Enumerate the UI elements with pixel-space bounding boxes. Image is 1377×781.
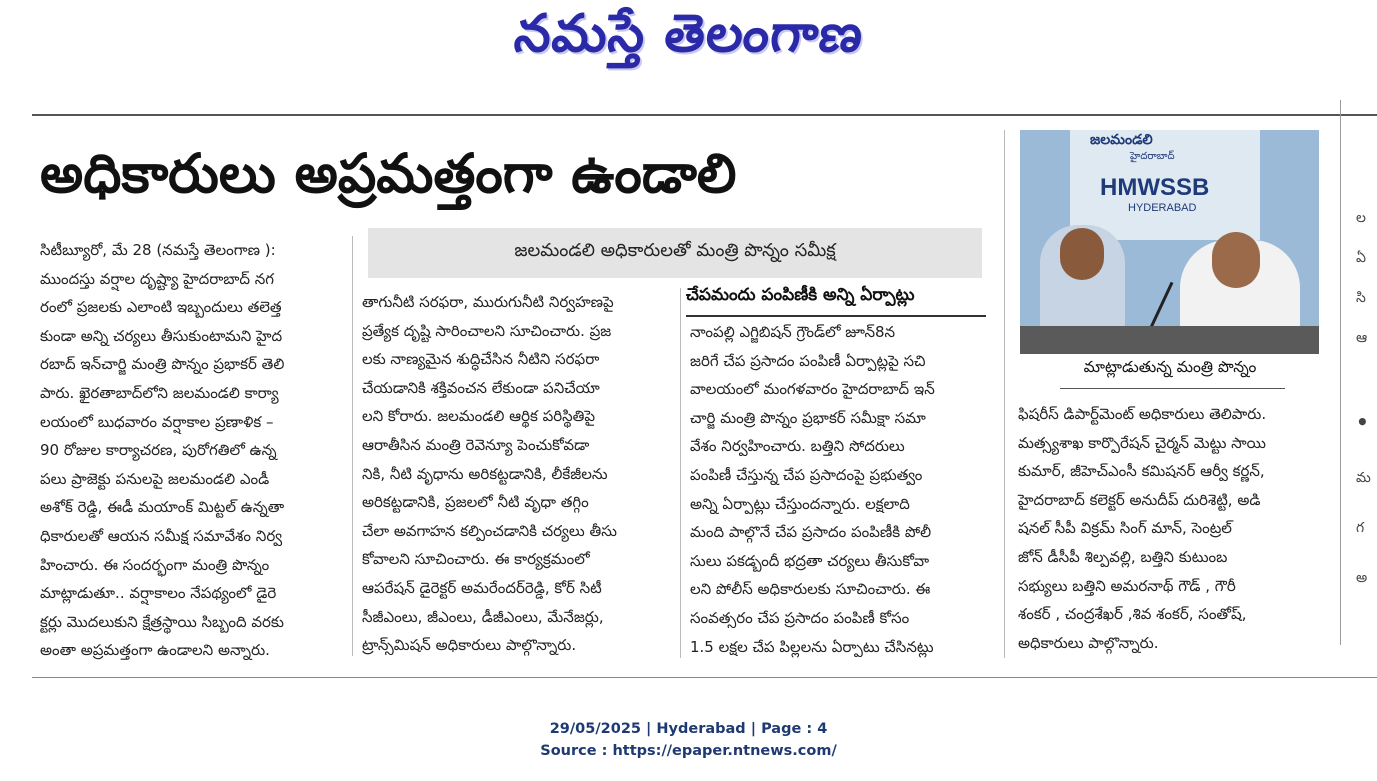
banner-org-text: HMWSSB xyxy=(1100,174,1210,201)
text-line: హైదరాబాద్ కలెక్టర్ అనుదీప్ దురిశెట్టి, అడి xyxy=(1018,490,1261,509)
text-line: సభ్యులు బత్తిని అమరనాథ్ గౌడ్ , గౌరీ xyxy=(1018,576,1236,595)
caption-rule xyxy=(1060,388,1285,389)
banner-sub-text: హైదరాబాద్ xyxy=(1130,151,1175,162)
text-line: చార్జి మంత్రి పొన్నం ప్రభాకర్ సమీక్షా సమా xyxy=(690,408,926,427)
text-line: నికి, నీటి వృధాను అరికట్టడానికి, లీకేజీలను xyxy=(362,464,608,483)
text-line: మంది పాల్గొనే చేప ప్రసాదం పంపిణీకి పోలీ xyxy=(690,523,932,542)
text-line: అధికారులు పాల్గొన్నారు. xyxy=(1018,633,1159,652)
sidehead: చేపమందు పంపిణీకి అన్ని ఏర్పాట్లు xyxy=(686,285,915,305)
edge-glyph: • xyxy=(1356,410,1369,434)
top-rule xyxy=(32,114,1377,116)
text-line: పారు. ఖైరతాబాద్‌లోని జలమండలి కార్యా xyxy=(40,383,279,402)
text-line: మాట్లాడుతూ.. వర్షాకాలం నేపథ్యంలో డైరె xyxy=(40,584,277,603)
text-line: 1.5 లక్షల చేప పిల్లలను ఏర్పాటు చేసినట్లు xyxy=(690,637,934,656)
headline: అధికారులు అప్రమత్తంగా ఉండాలి xyxy=(40,142,737,205)
text-line: అంతా అప్రమత్తంగా ఉండాలని అన్నారు. xyxy=(40,641,270,660)
text-line: సులు పకడ్బందీ భద్రతా చర్యలు తీసుకోవా xyxy=(690,551,930,570)
text-line: హించారు. ఈ సందర్భంగా మంత్రి పొన్నం xyxy=(40,555,270,574)
text-line: కోవాలని సూచించారు. ఈ కార్యక్రమంలో xyxy=(362,550,590,569)
column-divider xyxy=(352,236,353,656)
text-line: చేయడానికి శక్తివంచన లేకుండా పనిచేయా xyxy=(362,378,600,397)
column-divider xyxy=(1004,130,1005,658)
masthead xyxy=(0,0,1377,80)
edge-glyph: గ xyxy=(1356,520,1365,536)
person-left-head xyxy=(1060,228,1104,280)
dateline: సిటీబ్యూరో, మే 28 (నమస్తే తెలంగాణ ): xyxy=(40,241,276,259)
subheadline: జలమండలి అధికారులతో మంత్రి పొన్నం సమీక్ష xyxy=(514,240,836,261)
edge-glyph: ఏ xyxy=(1356,250,1366,266)
text-line: సీజీఎంలు, జీఎంలు, డీజీఎంలు, మేనేజర్లు, xyxy=(362,607,604,626)
person-right-head xyxy=(1212,232,1260,288)
column-divider xyxy=(680,288,681,658)
footer-date-line: 29/05/2025 | Hyderabad | Page : 4 xyxy=(549,721,828,737)
text-line: ప్రత్యేక దృష్టి సారించాలని సూచించారు. ప్రజ xyxy=(362,321,612,340)
text-line: లయంలో బుధవారం వర్షాకాల ప్రణాళిక – xyxy=(40,412,274,431)
article-column-1 xyxy=(40,236,340,665)
news-photo xyxy=(1020,130,1319,354)
text-line: ముందస్తు వర్షాల దృష్ట్యా హైదరాబాద్ నగ xyxy=(40,269,275,288)
text-line: శంకర్ , చంద్రశేఖర్ ,శివ శంకర్, సంతోష్, xyxy=(1018,605,1247,624)
text-line: ట్రాన్స్‌మిషన్ అధికారులు పాల్గొన్నారు. xyxy=(362,636,577,655)
text-line: చేలా అవగాహన కల్పించడానికి చర్యలు తీసు xyxy=(362,521,617,540)
text-line: వేశం నిర్వహించారు. బత్తిని సోదరులు xyxy=(690,437,905,456)
text-line: జోన్ డీసీపీ శిల్పవల్లి, బత్తిని కుటుంబ xyxy=(1018,547,1228,566)
text-line: 90 రోజుల కార్యాచరణ, పురోగతిలో ఉన్న xyxy=(40,441,277,460)
text-line: మత్స్యశాఖ కార్పొరేషన్ చైర్మన్ మెట్టు సాయి xyxy=(1018,433,1266,452)
adjacent-page-edge xyxy=(1340,100,1377,645)
text-line: సంవత్సరం చేప ప్రసాదం పంపిణీ కోసం xyxy=(690,608,910,627)
table xyxy=(1020,326,1319,354)
text-line: ఆపరేషన్ డైరెక్టర్ అమరేందర్‌రెడ్డి, కోర్ సిటీ xyxy=(362,578,602,597)
article-column-3 xyxy=(690,318,990,661)
text-line: రబాద్ ఇన్‌చార్జి మంత్రి పొన్నం ప్రభాకర్ తెలి xyxy=(40,355,285,374)
article-column-2 xyxy=(362,288,674,660)
text-line: క్టర్లు మొదలుకుని క్షేత్రస్థాయి సిబ్బంది వరకు xyxy=(40,612,284,631)
text-line: వాలయంలో మంగళవారం హైదరాబాద్ ఇన్ xyxy=(690,380,935,399)
edge-glyph: మ xyxy=(1356,470,1371,486)
text-line: లని కోరారు. జలమండలి ఆర్థిక పరిస్థితిపై xyxy=(362,407,596,426)
text-line: అరికట్టడానికి, ప్రజలలో నీటి వృధా తగ్గిం xyxy=(362,493,589,512)
sidehead-underline xyxy=(686,315,986,317)
footer-source-line: Source : https://epaper.ntnews.com/ xyxy=(540,743,837,759)
article-column-4 xyxy=(1018,400,1320,657)
text-line: లని పోలీస్ అధికారులకు సూచించారు. ఈ xyxy=(690,580,931,599)
text-line: ఫిషరీస్ డిపార్ట్‌మెంట్ అధికారులు తెలిపారు. xyxy=(1018,405,1267,423)
text-line: నాంపల్లి ఎగ్జిబిషన్ గ్రౌండ్‌లో జూన్8న xyxy=(690,323,896,341)
edge-glyph: ల xyxy=(1356,210,1366,226)
edge-glyph: అ xyxy=(1356,570,1368,586)
edge-glyph: సి xyxy=(1356,290,1366,306)
newspaper-logo: నమస్తే తెలంగాణ xyxy=(511,4,867,64)
text-line: ధికారులతో ఆయన సమీక్ష సమావేశం నిర్వ xyxy=(40,526,283,545)
photo-caption: మాట్లాడుతున్న మంత్రి పొన్నం xyxy=(1083,358,1257,376)
text-line: కుమార్, జీహెచ్‌ఎంసీ కమిషనర్ ఆర్వీ కర్ణన్, xyxy=(1018,462,1265,481)
footer xyxy=(0,718,1377,762)
text-line: రంలో ప్రజలకు ఎలాంటి ఇబ్బందులు తలెత్త xyxy=(40,298,282,317)
text-line: కుండా అన్ని చర్యలు తీసుకుంటామని హైద xyxy=(40,326,283,345)
text-line: లకు నాణ్యమైన శుద్ధిచేసిన నీటిని సరఫరా xyxy=(362,350,600,369)
text-line: అన్ని ఏర్పాట్లు చేస్తుందన్నారు. లక్షలాది xyxy=(690,494,910,513)
text-line: షనల్ సీపీ విక్రమ్ సింగ్ మాన్, సెంట్రల్ xyxy=(1018,519,1232,538)
text-line: అశోక్ రెడ్డి, ఈడీ మయాంక్ మిట్టల్ ఉన్నతా xyxy=(40,498,285,517)
banner-city-text: HYDERABAD xyxy=(1128,202,1197,214)
text-line: జరిగే చేప ప్రసాదం పంపిణీ ఏర్పాట్లపై సచి xyxy=(690,351,926,370)
text-line: ఆరాతీసిన మంత్రి రెవెన్యూ పెంచుకోవడా xyxy=(362,435,590,454)
text-line: పంపిణీ చేస్తున్న చేప ప్రసాదంపై ప్రభుత్వం xyxy=(690,465,923,484)
edge-glyph: ఆ xyxy=(1356,330,1368,346)
banner-telugu-text: జలమండలి xyxy=(1090,132,1153,148)
text-line: తాగునీటి సరఫరా, మురుగునీటి నిర్వహణపై xyxy=(362,293,614,311)
text-line: పలు ప్రాజెక్టు పనులపై జలమండలి ఎండీ xyxy=(40,469,270,488)
bottom-rule xyxy=(32,677,1377,678)
